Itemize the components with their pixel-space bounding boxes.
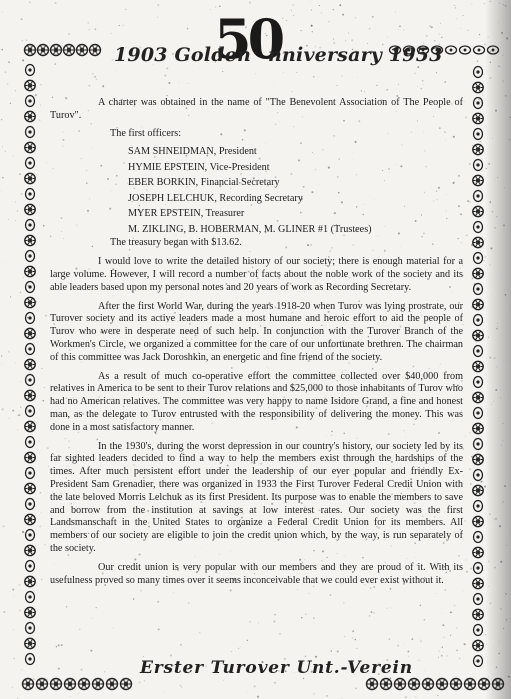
scroll-ornament bbox=[26, 65, 35, 76]
scroll-ornament bbox=[26, 468, 35, 479]
rosette-ornament bbox=[65, 679, 76, 690]
charter-paragraph: A charter was obtained in the name of "The Benevolent Association of The People of Turov". bbox=[50, 97, 463, 121]
scroll-ornament bbox=[26, 251, 35, 262]
officer-item: JOSEPH LELCHUK, Recording Secretary bbox=[128, 192, 303, 204]
scan-shadow-edge bbox=[485, 0, 511, 699]
scroll-ornament bbox=[26, 158, 35, 169]
scroll-ornament bbox=[26, 592, 35, 603]
scroll-ornament bbox=[474, 501, 483, 512]
war-relief-paragraph: After the first World War, during the years 1918-20 when Turov was lying prostrate, our Turover society and its active leaders made a most humane and heroic effort to aid the people of Turov who were in desperate need of such help. In conjunction with the Turover Branch of the Workmen's Circle, we organized a committee for the care of our unfortunate brethren. The chairman of this committee was Jack Doroshkin, an energetic and fine friend of the society. bbox=[50, 300, 463, 363]
rosette-ornament bbox=[51, 45, 62, 56]
officer-item: MYER EPSTEIN, Treasurer bbox=[128, 208, 245, 220]
rosette-ornament bbox=[473, 454, 483, 464]
rosette-ornament bbox=[465, 679, 476, 690]
rosette-ornament bbox=[473, 268, 483, 278]
rosette-ornament bbox=[473, 330, 483, 340]
footer-society-name: Erster Turover Unt.-Verein bbox=[140, 658, 413, 678]
scroll-ornament bbox=[474, 408, 483, 419]
rosette-ornament bbox=[90, 45, 101, 56]
officers-heading: The first officers: bbox=[110, 127, 182, 139]
officer-item: SAM SHNEIDMAN, President bbox=[128, 146, 257, 158]
rosette-ornament bbox=[37, 679, 48, 690]
scroll-ornament bbox=[474, 315, 483, 326]
scroll-ornament bbox=[474, 253, 483, 264]
scroll-ornament bbox=[26, 499, 35, 510]
rosette-ornament bbox=[25, 483, 35, 493]
rosette-ornament bbox=[25, 235, 35, 245]
heading-anniversary-year: nniversary 1953 bbox=[268, 44, 443, 66]
rosette-ornament bbox=[367, 679, 378, 690]
scroll-ornament bbox=[26, 530, 35, 541]
scroll-ornament bbox=[474, 191, 483, 202]
officer-item: M. ZIKLING, B. HOBERMAN, M. GLINER #1 (Trustees) bbox=[128, 223, 372, 235]
scroll-ornament bbox=[474, 129, 483, 140]
rosette-ornament bbox=[25, 173, 35, 183]
rosette-ornament bbox=[473, 516, 483, 526]
scroll-ornament bbox=[26, 406, 35, 417]
scroll-ornament bbox=[26, 623, 35, 634]
rosette-ornament bbox=[79, 679, 90, 690]
rosette-ornament bbox=[64, 45, 75, 56]
rosette-ornament bbox=[23, 679, 34, 690]
scroll-ornament bbox=[474, 67, 483, 78]
rosette-ornament bbox=[38, 45, 49, 56]
scroll-ornament bbox=[446, 46, 457, 54]
rosette-ornament bbox=[25, 328, 35, 338]
rosette-ornament bbox=[409, 679, 420, 690]
treasury-line: The treasury began with $13.62. bbox=[110, 237, 242, 249]
rosette-ornament bbox=[25, 421, 35, 431]
rosette-ornament bbox=[25, 266, 35, 276]
credit-union-paragraph: In the 1930's, during the worst depression in our country's history, our society led by its far sighted leaders decided to find a way to help the members exist through the hardships of the times. After much persistent effort under the leadership of our ever popular and friendly Ex-President Sam Grenadier, there was organized in 1933 the First Turover Federal Credit Union with the late beloved Morris Lelchuk as its first President. Its purpose was to enable the members to save and borrow from the institution at savings at low interest rates. Our society was the first Landsmanschaft in the United States to organize a Federal Credit Union for its members. All members of our society are eligible to join the credit union which, by the way, is run separately of the society. bbox=[50, 440, 463, 554]
scroll-ornament bbox=[26, 654, 35, 665]
rosette-ornament bbox=[473, 485, 483, 495]
rosette-ornament bbox=[473, 547, 483, 557]
officer-item: EBER BORKIN, Financial Secretary bbox=[128, 177, 280, 189]
scroll-ornament bbox=[26, 220, 35, 231]
officer-item: HYMIE EPSTEIN, Vice-President bbox=[128, 161, 270, 173]
scroll-ornament bbox=[474, 377, 483, 388]
rosette-ornament bbox=[473, 82, 483, 92]
rosette-ornament bbox=[381, 679, 392, 690]
rosette-ornament bbox=[473, 640, 483, 650]
scroll-ornament bbox=[26, 344, 35, 355]
rosette-ornament bbox=[473, 578, 483, 588]
rosette-ornament bbox=[473, 361, 483, 371]
rosette-ornament bbox=[473, 609, 483, 619]
scroll-ornament bbox=[26, 313, 35, 324]
scroll-ornament bbox=[26, 437, 35, 448]
officers-list bbox=[128, 144, 463, 237]
scroll-ornament bbox=[474, 656, 483, 667]
rosette-ornament bbox=[77, 45, 88, 56]
rosette-ornament bbox=[451, 679, 462, 690]
scroll-ornament bbox=[474, 439, 483, 450]
scroll-ornament bbox=[460, 46, 471, 54]
rosette-ornament bbox=[473, 206, 483, 216]
rosette-ornament bbox=[473, 423, 483, 433]
rosette-ornament bbox=[473, 392, 483, 402]
scroll-ornament bbox=[474, 222, 483, 233]
rosette-ornament bbox=[25, 359, 35, 369]
rosette-ornament bbox=[395, 679, 406, 690]
rosette-ornament bbox=[121, 679, 132, 690]
scroll-ornament bbox=[26, 189, 35, 200]
scroll-ornament bbox=[474, 46, 485, 54]
rosette-ornament bbox=[423, 679, 434, 690]
rosette-ornament bbox=[51, 679, 62, 690]
rosette-ornament bbox=[437, 679, 448, 690]
scroll-ornament bbox=[474, 346, 483, 357]
scroll-ornament bbox=[474, 98, 483, 109]
scroll-ornament bbox=[26, 375, 35, 386]
scroll-ornament bbox=[474, 594, 483, 605]
rosette-ornament bbox=[473, 175, 483, 185]
rosette-ornament bbox=[25, 297, 35, 307]
rosette-ornament bbox=[473, 113, 483, 123]
rosette-ornament bbox=[25, 514, 35, 524]
history-paragraph: I would love to write the detailed history of our society; there is enough material for a large volume. However, I will record a number of facts about the noble work of the society and its able leaders based upon my personal notes and 20 years of work as Recording Secretary. bbox=[50, 256, 463, 293]
rosette-ornament bbox=[25, 638, 35, 648]
rosette-ornament bbox=[25, 607, 35, 617]
scroll-ornament bbox=[474, 284, 483, 295]
scroll-ornament bbox=[474, 470, 483, 481]
rosette-ornament bbox=[93, 679, 104, 690]
rosette-ornament bbox=[107, 679, 118, 690]
closing-paragraph: Our credit union is very popular with our members and they are proud of it. With its usefulness proved so many times over it seems inconceivable that we could ever exist without it. bbox=[50, 561, 463, 586]
collection-paragraph: As a result of much co-operative effort the committee collected over $40,000 from relatives in America to be sent to their Turov relations and $25,000 to those inhabitants of Turov who had no American relatives. The committee was very happy to name Isidore Grand, a fine and honest man, as the delegate to Turov entrusted with the responsibility of delivering the money. This was done in a most satisfactory manner. bbox=[50, 370, 463, 433]
rosette-ornament bbox=[25, 576, 35, 586]
scroll-ornament bbox=[474, 625, 483, 636]
body-text bbox=[50, 97, 463, 587]
scroll-ornament bbox=[474, 160, 483, 171]
scroll-ornament bbox=[26, 561, 35, 572]
rosette-ornament bbox=[473, 144, 483, 154]
heading-year-golden: 1903 Golden bbox=[114, 44, 251, 66]
rosette-ornament bbox=[25, 142, 35, 152]
scroll-ornament bbox=[26, 282, 35, 293]
rosette-ornament bbox=[25, 545, 35, 555]
scroll-ornament bbox=[474, 563, 483, 574]
scroll-ornament bbox=[26, 127, 35, 138]
rosette-ornament bbox=[473, 237, 483, 247]
rosette-ornament bbox=[473, 299, 483, 309]
rosette-ornament bbox=[25, 111, 35, 121]
scroll-ornament bbox=[474, 532, 483, 543]
rosette-ornament bbox=[25, 80, 35, 90]
fifty-numeral: 50 bbox=[214, 7, 282, 71]
rosette-ornament bbox=[25, 452, 35, 462]
rosette-ornament bbox=[25, 204, 35, 214]
scroll-ornament bbox=[26, 96, 35, 107]
rosette-ornament bbox=[25, 390, 35, 400]
rosette-ornament bbox=[25, 45, 36, 56]
